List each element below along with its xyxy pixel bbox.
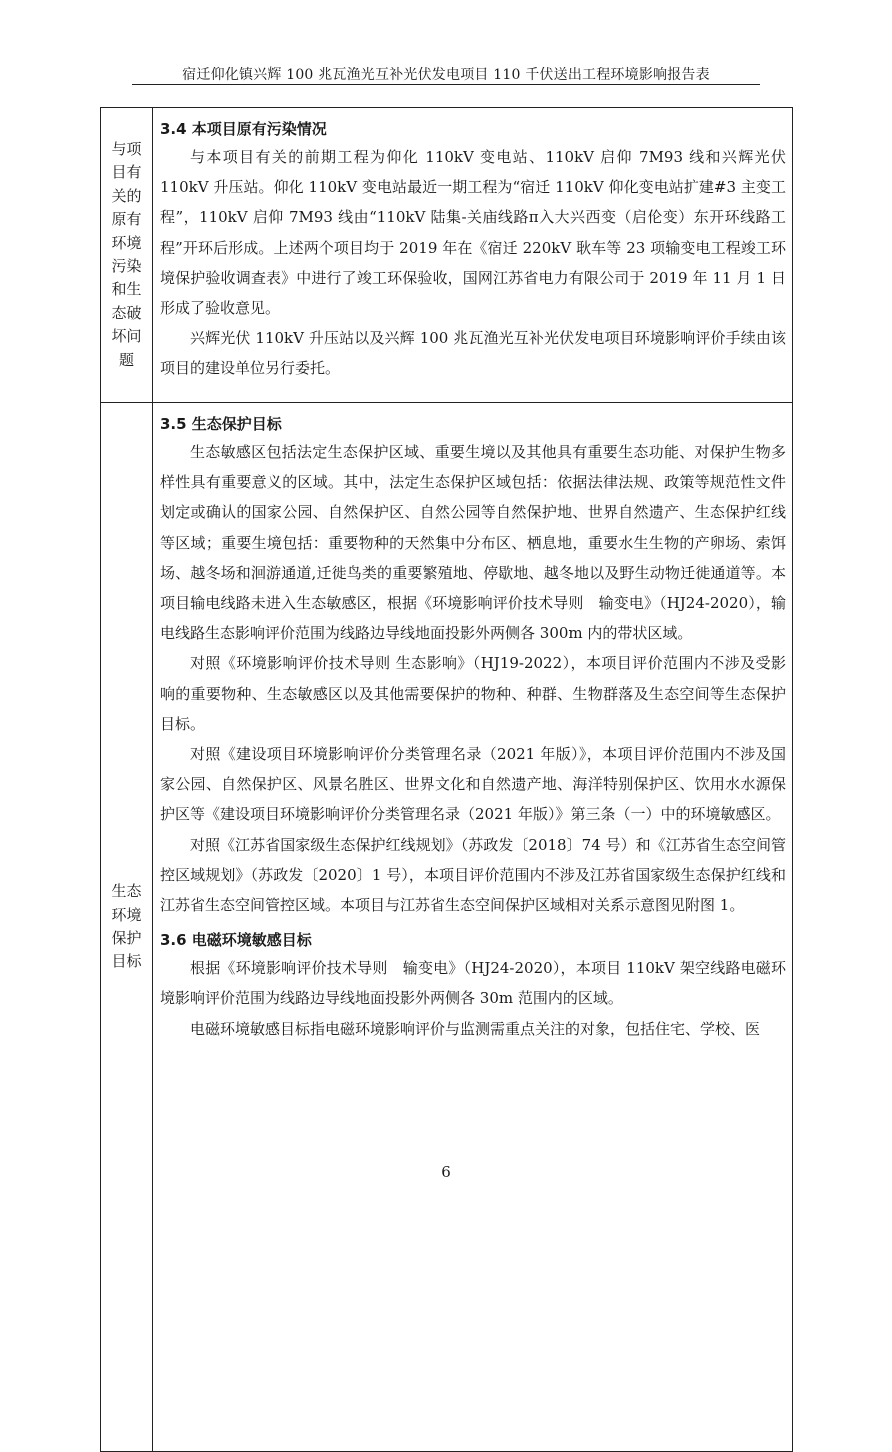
header-rule [132, 84, 760, 85]
table-row-existing-pollution [101, 108, 793, 403]
section-heading-3-6: 3.6 电磁环境敏感目标 [160, 931, 312, 950]
row-content-existing-pollution [153, 108, 793, 403]
paragraph: 对照《江苏省国家级生态保护红线规划》（苏政发〔2018〕74 号）和《江苏省生态空间管控区域规划》（苏政发〔2020〕1 号），本项目评价范围内不涉及江苏省国家级生态保护红线和江苏省生态空间管控区域。本项目与江苏省生态空间保护区域相对关系示意图见附图 1。 [160, 835, 786, 915]
table-row-eco-targets [101, 403, 793, 1452]
report-table [100, 107, 793, 1452]
row-label-existing-pollution: 与项目有关的原有环境污染和生态破坏问题 [101, 108, 153, 403]
row-content-eco-targets [153, 403, 793, 1452]
document-header: 宿迁仰化镇兴辉 100 兆瓦渔光互补光伏发电项目 110 千伏送出工程环境影响报告表 [182, 67, 710, 83]
paragraph: 与本项目有关的前期工程为仰化 110kV 变电站、110kV 启仰 7M93 线和兴辉光伏 110kV 升压站。仰化 110kV 变电站最近一期工程为“宿迁 110kV 仰化变电站扩建#3 主变工程”，110kV 启仰 7M93 线由“110kV 陆集-关庙线路π入大兴西变（启伦变）东开环线路工程”开环后形成。上述两个项目均于 2019 年在《宿迁 220kV 耿车等 23 项输变电工程竣工环境保护验收调查表》中进行了竣工环保验收，国网江苏省电力有限公司于 2019 年 11 月 1 日形成了验收意见。 [160, 148, 786, 318]
section-heading-3-5: 3.5 生态保护目标 [160, 415, 282, 433]
section-heading-3-4: 3.4 本项目原有污染情况 [160, 120, 327, 138]
paragraph: 电磁环境敏感目标指电磁环境影响评价与监测需重点关注的对象，包括住宅、学校、医 [190, 1019, 761, 1038]
section-spacer [160, 920, 786, 927]
paragraph: 兴辉光伏 110kV 升压站以及兴辉 100 兆瓦渔光互补光伏发电项目环境影响评价手续由该项目的建设单位另行委托。 [160, 329, 786, 378]
paragraph: 生态敏感区包括法定生态保护区域、重要生境以及其他具有重要生态功能、对保护生物多样性具有重要意义的区域。其中，法定生态保护区域包括：依据法律法规、政策等规范性文件划定或确认的国家公园、自然保护区、自然公园等自然保护地、世界自然遗产、生态保护红线等区域；重要生境包括：重要物种的天然集中分布区、栖息地，重要水生生物的产卵场、索饵场、越冬场和洄游通道,迁徙鸟类的重要繁殖地、停歇地、越冬地以及野生动物迁徙通道等。本项目输电线路未进入生态敏感区，根据《环境影响评价技术导则 输变电》（HJ24-2020），输电线路生态影响评价范围为线路边导线地面投影外两侧各 300m 内的带状区域。 [160, 443, 786, 643]
row-label-eco-targets: 生态环境保护目标 [101, 403, 153, 1452]
paragraph: 对照《建设项目环境影响评价分类管理名录（2021 年版）》，本项目评价范围内不涉及国家公园、自然保护区、风景名胜区、世界文化和自然遗产地、海洋特别保护区、饮用水水源保护区等《建设项目环境影响评价分类管理名录（2021 年版）》第三条（一）中的环境敏感区。 [160, 745, 786, 824]
page-number: 6 [441, 1163, 451, 1181]
paragraph: 根据《环境影响评价技术导则 输变电》（HJ24-2020），本项目 110kV 架空线路电磁环境影响评价范围为线路边导线地面投影外两侧各 30m 范围内的区域。 [160, 959, 786, 1008]
paragraph: 对照《环境影响评价技术导则 生态影响》（HJ19-2022），本项目评价范围内不涉及受影响的重要物种、生态敏感区以及其他需要保护的物种、种群、生物群落及生态空间等生态保护目标。 [160, 654, 786, 733]
